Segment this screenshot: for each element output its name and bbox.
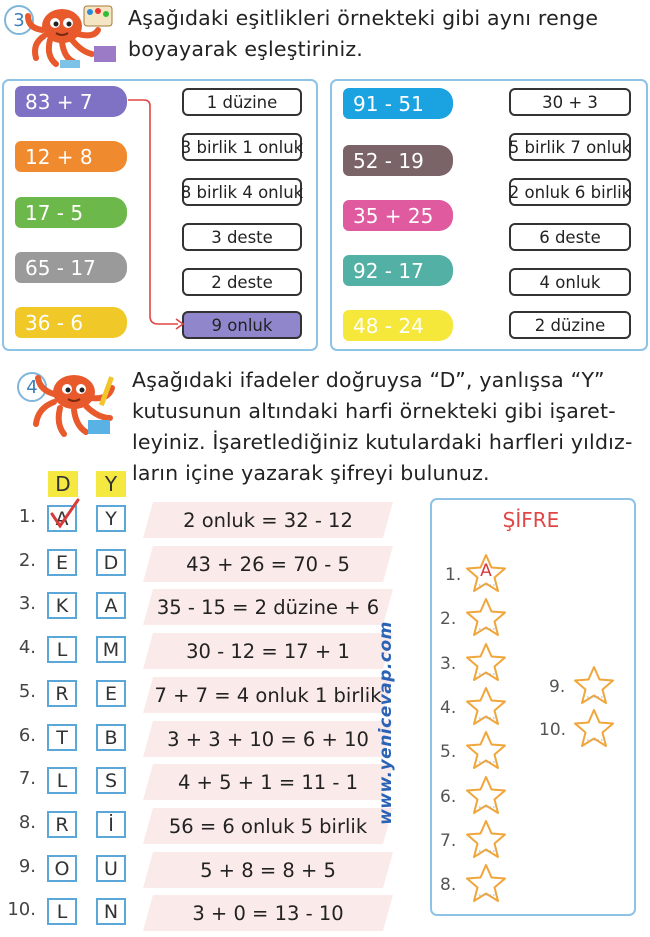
left-answer-box-1[interactable]: 1 düzine	[182, 88, 302, 116]
example-star-letter: A	[480, 561, 492, 581]
star-icon[interactable]	[571, 707, 617, 749]
equation-text: 56 = 6 onluk 5 birlik	[168, 814, 368, 838]
star-number-label: 2.	[440, 609, 457, 630]
star-number-label: 5.	[440, 742, 457, 763]
star-number-label: 10.	[539, 720, 567, 740]
star-number-label: 8.	[440, 875, 457, 896]
star-icon[interactable]	[571, 664, 617, 706]
equation-text: 35 - 15 = 2 düzine + 6	[156, 595, 380, 619]
right-expression-2[interactable]: 52 - 19	[343, 145, 453, 176]
left-answer-box-5[interactable]: 2 deste	[182, 268, 302, 296]
right-answer-box-1[interactable]: 30 + 3	[509, 88, 631, 116]
right-expression-3[interactable]: 35 + 25	[343, 200, 453, 231]
right-answer-box-5[interactable]: 4 onluk	[509, 268, 631, 296]
true-letter-box[interactable]: R	[47, 811, 77, 838]
left-expression-2[interactable]: 12 + 8	[15, 141, 127, 172]
red-check-mark-icon	[46, 498, 82, 532]
row-number: 3.	[18, 593, 36, 614]
question-4-instruction-line-2: kutusunun altındaki harfi örnekteki gibi işaret-	[132, 399, 616, 423]
row-number: 10.	[7, 899, 36, 920]
star-number-label: 4.	[440, 697, 457, 718]
row-number: 9.	[18, 856, 36, 877]
true-letter-box[interactable]: E	[47, 549, 77, 576]
website-watermark: www.yenicevap.com	[376, 621, 396, 825]
false-letter-box[interactable]: N	[96, 898, 126, 925]
equation-text: 3 + 3 + 10 = 6 + 10	[167, 727, 369, 751]
right-expression-1[interactable]: 91 - 51	[343, 88, 453, 119]
star-icon[interactable]	[463, 596, 509, 638]
equation-text: 43 + 26 = 70 - 5	[186, 552, 350, 576]
row-number: 7.	[18, 768, 36, 789]
right-expression-5[interactable]: 48 - 24	[343, 310, 453, 341]
question-3-number: 3	[4, 5, 34, 35]
true-letter-box[interactable]: K	[47, 592, 77, 619]
star-icon[interactable]	[463, 729, 509, 771]
false-letter-box[interactable]: B	[96, 724, 126, 751]
octopus-painter-icon	[22, 0, 120, 72]
left-expression-3[interactable]: 17 - 5	[15, 197, 127, 228]
question-4-instruction-line-1: Aşağıdaki ifadeler doğruysa “D”, yanlışsa “Y”	[132, 368, 605, 392]
true-letter-box[interactable]: L	[47, 898, 77, 925]
false-letter-box[interactable]: U	[96, 855, 126, 882]
true-column-header: D	[48, 471, 78, 497]
row-number: 5.	[18, 681, 36, 702]
true-letter-box[interactable]: O	[47, 855, 77, 882]
left-expression-1[interactable]: 83 + 7	[15, 86, 127, 117]
star-icon[interactable]	[463, 685, 509, 727]
left-answer-box-2[interactable]: 3 birlik 1 onluk	[182, 133, 302, 161]
false-letter-box[interactable]: A	[96, 592, 126, 619]
star-icon[interactable]	[463, 774, 509, 816]
row-number: 4.	[18, 637, 36, 658]
star-number-label: 7.	[440, 830, 457, 851]
true-letter-box[interactable]: R	[47, 680, 77, 707]
left-answer-box-3[interactable]: 8 birlik 4 onluk	[182, 178, 302, 206]
left-expression-4[interactable]: 65 - 17	[15, 252, 127, 283]
false-letter-box[interactable]: S	[96, 767, 126, 794]
false-letter-box[interactable]: D	[96, 549, 126, 576]
password-title: ŞİFRE	[502, 508, 560, 532]
example-connector-arrow	[120, 92, 190, 336]
false-letter-box[interactable]: E	[96, 680, 126, 707]
false-letter-box[interactable]: M	[96, 636, 126, 663]
false-letter-box[interactable]: İ	[96, 811, 126, 838]
right-answer-box-3[interactable]: 2 onluk 6 birlik	[509, 178, 631, 206]
star-icon[interactable]	[463, 641, 509, 683]
row-number: 2.	[18, 550, 36, 571]
right-answer-box-2[interactable]: 5 birlik 7 onluk	[509, 133, 631, 161]
question-4-instruction-line-3: leyiniz. İşaretlediğiniz kutulardaki harfleri yıldız-	[132, 430, 633, 454]
left-expression-5[interactable]: 36 - 6	[15, 307, 127, 338]
star-number-label: 6.	[440, 786, 457, 807]
question-4-instruction-line-4: ların içine yazarak şifreyi bulunuz.	[132, 461, 490, 485]
true-letter-box[interactable]: L	[47, 767, 77, 794]
question-3-instruction-line-1: Aşağıdaki eşitlikleri örnekteki gibi aynı renge	[128, 6, 599, 30]
equation-text: 30 - 12 = 17 + 1	[186, 639, 350, 663]
star-number-label: 9.	[549, 677, 566, 697]
right-answer-box-4[interactable]: 6 deste	[509, 223, 631, 251]
octopus-writer-icon	[26, 368, 122, 440]
row-number: 6.	[18, 725, 36, 746]
false-letter-box[interactable]: Y	[96, 505, 126, 532]
right-answer-box-6[interactable]: 2 düzine	[509, 311, 631, 339]
row-number: 8.	[18, 812, 36, 833]
equation-text: 4 + 5 + 1 = 11 - 1	[177, 770, 359, 794]
equation-text: 3 + 0 = 13 - 10	[192, 901, 344, 925]
star-icon[interactable]	[463, 862, 509, 904]
row-number: 1.	[18, 506, 36, 527]
star-number-label: 1.	[445, 565, 462, 585]
false-column-header: Y	[96, 471, 126, 497]
question-3-instruction-line-2: boyayarak eşleştiriniz.	[128, 37, 364, 61]
left-answer-box-4[interactable]: 3 deste	[182, 223, 302, 251]
star-icon[interactable]	[463, 818, 509, 860]
true-letter-box[interactable]: T	[47, 724, 77, 751]
equation-text: 2 onluk = 32 - 12	[183, 508, 353, 532]
equation-text: 5 + 8 = 8 + 5	[200, 858, 336, 882]
equation-text: 7 + 7 = 4 onluk 1 birlik	[154, 683, 382, 707]
left-answer-box-6-example[interactable]: 9 onluk	[182, 311, 302, 339]
right-expression-4[interactable]: 92 - 17	[343, 255, 453, 286]
question-4-number: 4	[17, 372, 47, 402]
true-letter-box[interactable]: A	[47, 505, 77, 532]
star-number-label: 3.	[440, 653, 457, 674]
true-letter-box[interactable]: L	[47, 636, 77, 663]
